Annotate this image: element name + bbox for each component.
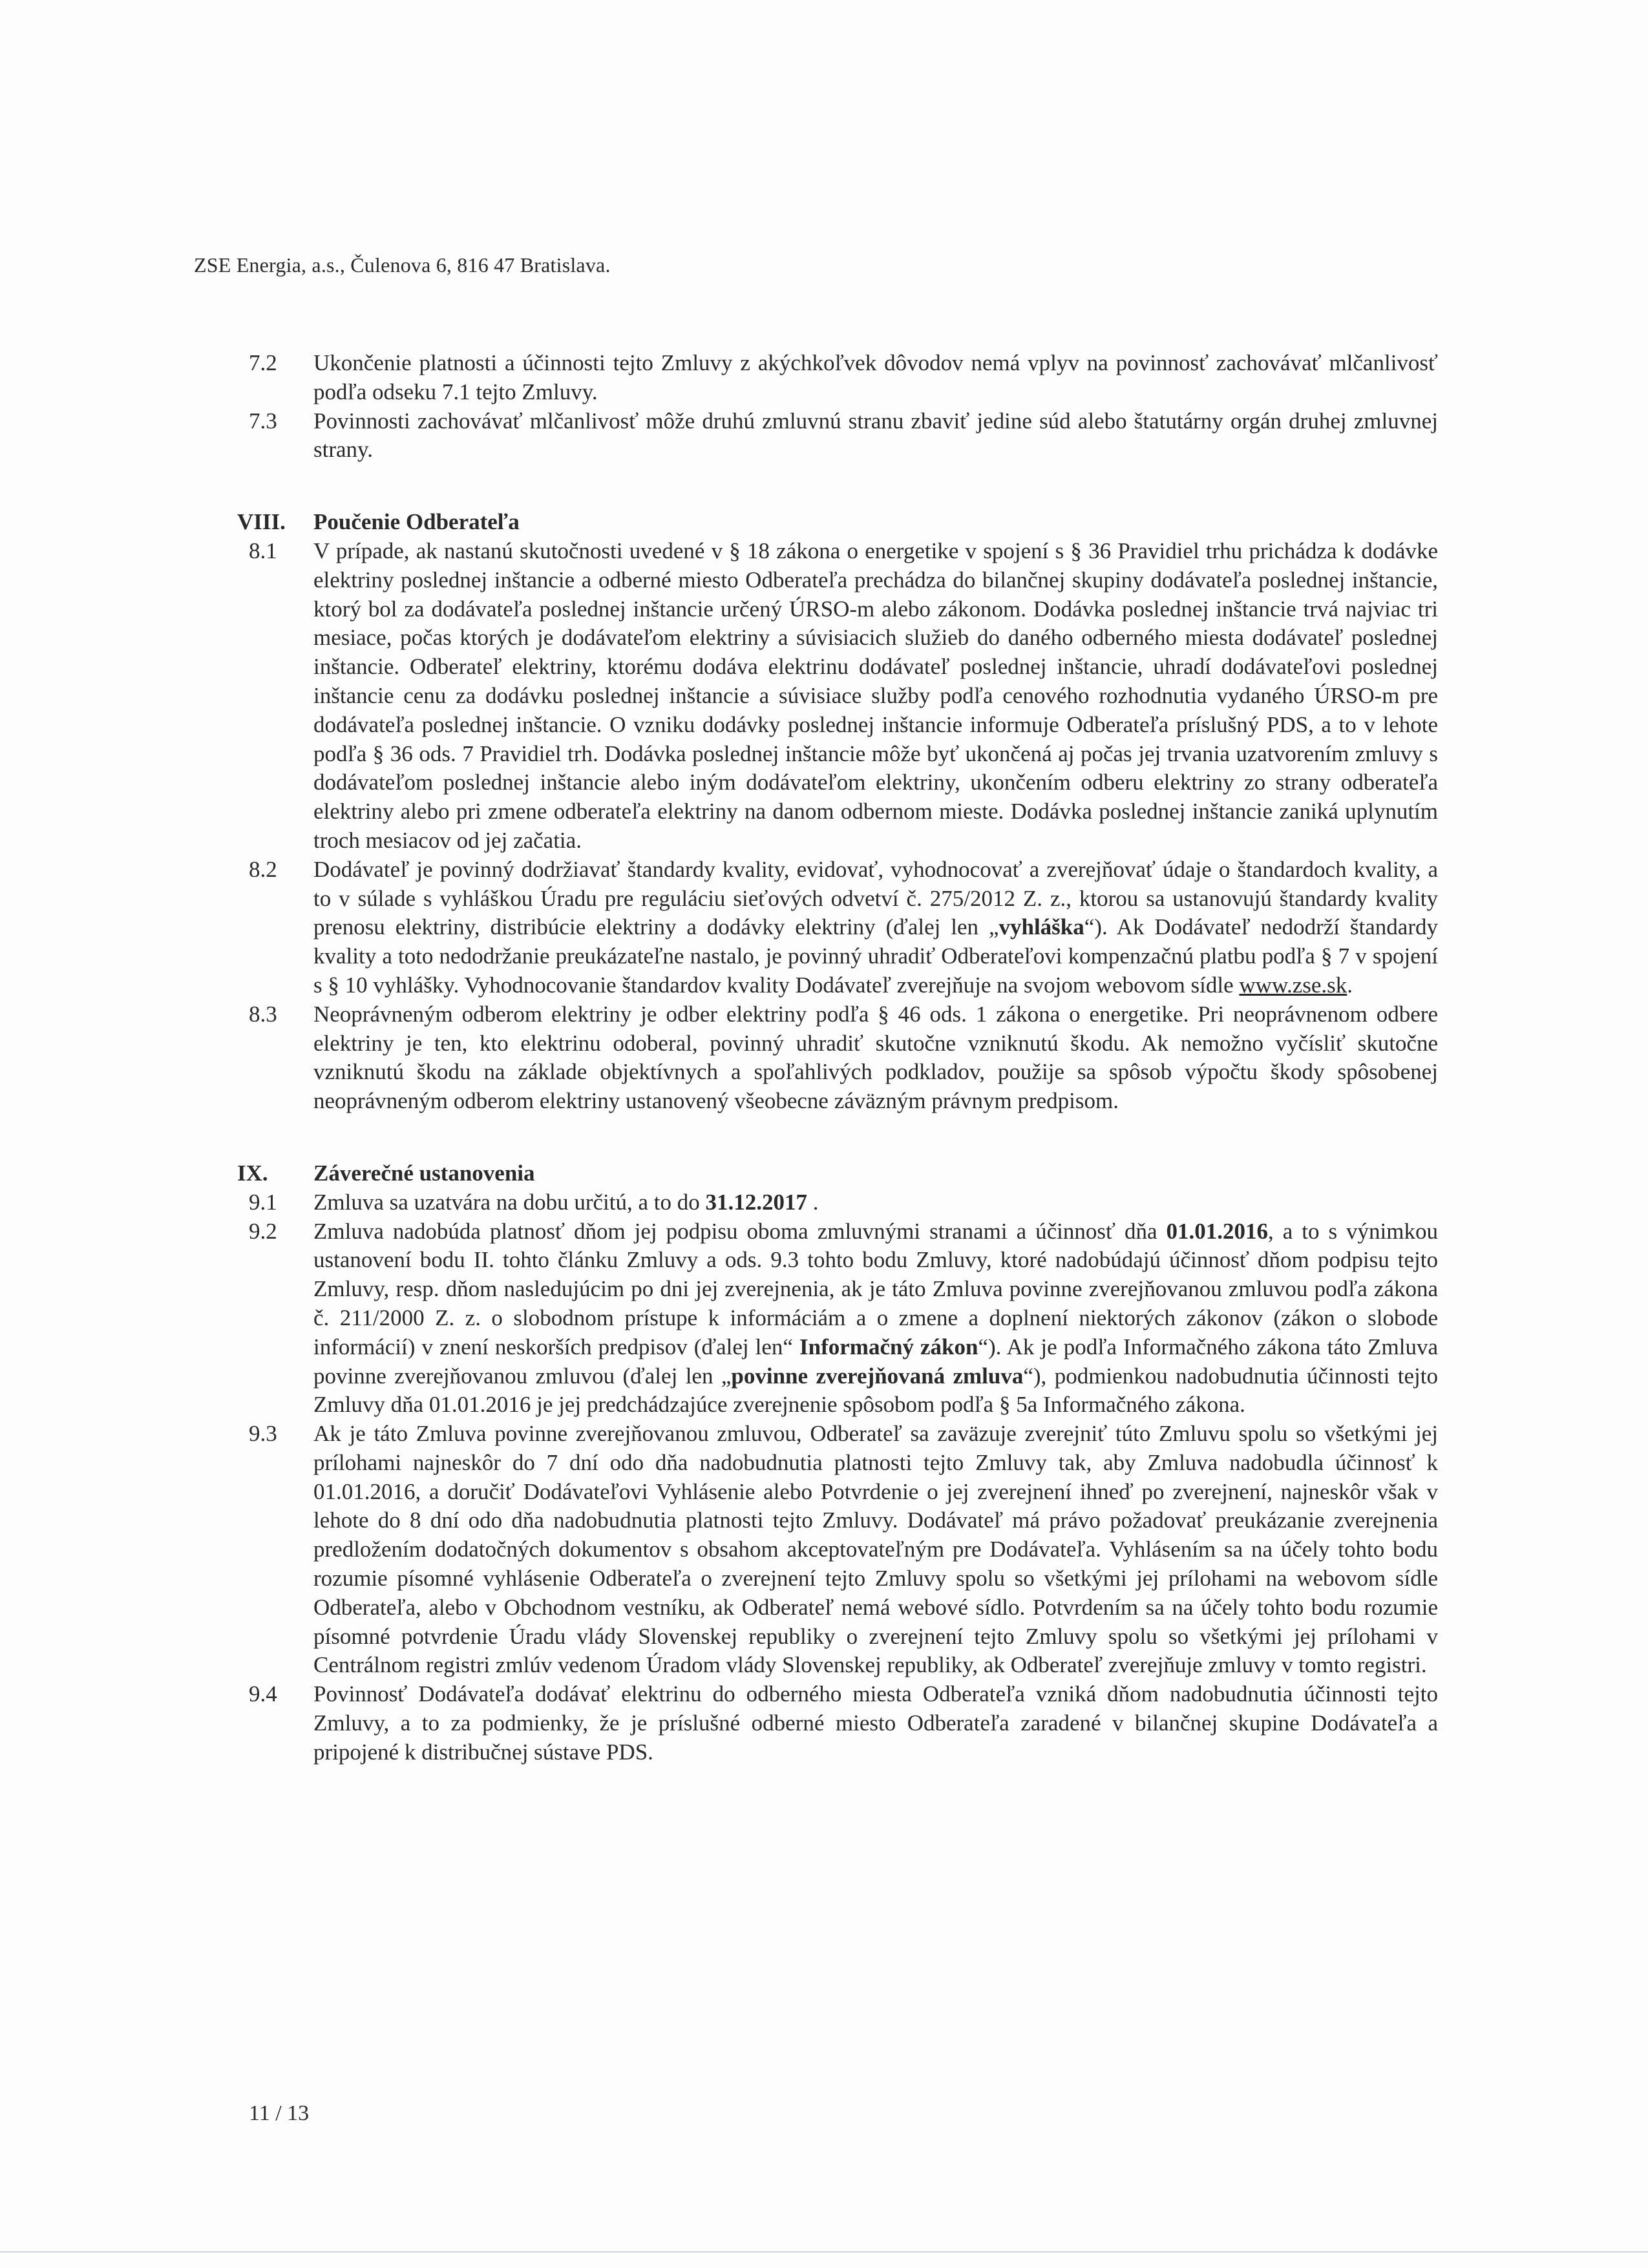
- website-link[interactable]: www.zse.sk: [1239, 972, 1347, 998]
- clause-text: .: [1347, 972, 1353, 998]
- clause-9-4: [249, 1680, 1438, 1767]
- contract-end-date: 31.12.2017: [705, 1189, 807, 1215]
- clause-number: 9.3: [249, 1421, 277, 1447]
- section-heading-viii: [237, 508, 1438, 537]
- clause-text: Ak je táto Zmluva povinne zverejňovanou zmluvou, Odberateľ sa zaväzuje zverejniť túto Zmluvu spolu so všetkými jej prílohami najneskôr do 7 dní odo dňa nadobudnutia platnosti tejto Zmluvy tak, aby Zmluva nadobudla účinnosť k 01.01.2016, a doručiť Dodávateľovi Vyhlásenie alebo Potvrdenie o jej zverejnení ihneď po zverejnení, najneskôr však v lehote do 8 dní odo dňa nadobudnutia platnosti tejto Zmluvy. Dodávateľ má právo požadovať preukázanie zverejnenia predložením dodatočných dokumentov s obsahom akceptovateľným pre Dodávateľa. Vyhlásením sa na účely tohto bodu rozumie písomné vyhlásenie Odberateľa o zverejnení tejto Zmluvy spolu so všetkými jej prílohami na webovom sídle Odberateľa, alebo v Obchodnom vestníku, ak Odberateľ nemá webové sídlo. Potvrdením sa na účely tohto bodu rozumie písomné potvrdenie Úradu vlády Slovenskej republiky o zverejnení tejto Zmluvy spolu so všetkými jej prílohami v Centrálnom registri zmlúv vedenom Úradom vlády Slovenskej republiky, ak Odberateľ zverejňuje zmluvy v tomto registri.: [313, 1421, 1438, 1678]
- clause-number: 8.3: [249, 1001, 277, 1027]
- section-title: Záverečné ustanovenia: [313, 1160, 535, 1186]
- clause-9-3: [249, 1420, 1438, 1680]
- clause-text: “), podmienkou nadobudnutia účinnosti tejto Zmluvy dňa 01.01.2016 je jej predchádzajúce zverejnenie spôsobom podľa § 5a Informačného zákona.: [313, 1363, 1438, 1418]
- section-heading-ix: [237, 1159, 1438, 1188]
- section-title: Poučenie Odberateľa: [313, 509, 520, 535]
- clause-9-2: [249, 1217, 1438, 1420]
- effective-date: 01.01.2016: [1166, 1218, 1268, 1244]
- clause-7-3: [249, 407, 1438, 465]
- company-header: ZSE Energia, a.s., Čulenova 6, 816 47 Bratislava.: [194, 253, 611, 277]
- page-number: 11 / 13: [249, 2101, 310, 2125]
- clause-number: 9.4: [249, 1681, 277, 1707]
- defined-term-informacny-zakon: Informačný zákon: [799, 1334, 978, 1360]
- document-body: [237, 349, 1439, 1767]
- clause-8-1: [249, 537, 1438, 856]
- clause-text: Povinnosť Dodávateľa dodávať elektrinu do odberného miesta Odberateľa vzniká dňom nadobudnutia účinnosti tejto Zmluvy, a to za podmienky, že je príslušné odberné miesto Odberateľa zaradené v bilančnej skupine Dodávateľa a pripojené k distribučnej sústave PDS.: [313, 1681, 1438, 1765]
- defined-term-povinne-zverejnovana-zmluva: povinne zverejňovaná zmluva: [731, 1363, 1024, 1389]
- clause-text: “). Ak Dodávateľ nedodrží štandardy kvality a toto nedodržanie preukázateľne nastalo, je povinný uhradiť Odberateľovi kompenzačnú platbu podľa § 7 v spojení s § 10 vyhlášky. Vyhodnocovanie štandardov kvality Dodávateľ zverejňuje na svojom webovom sídle: [313, 914, 1438, 998]
- clause-text: Dodávateľ je povinný dodržiavať štandardy kvality, evidovať, vyhodnocovať a zverejňovať údaje o štandardoch kvality, a to v súlade s vyhláškou Úradu pre reguláciu sieťových odvetví č. 275/2012 Z. z., ktorou sa ustanovujú štandardy kvality prenosu elektriny, distribúcie elektriny a dodávky elektriny (ďalej len „: [313, 856, 1438, 940]
- clause-text: Zmluva nadobúda platnosť dňom jej podpisu oboma zmluvnými stranami a účinnosť dňa: [313, 1218, 1167, 1244]
- clause-9-1: [249, 1188, 1438, 1217]
- section-number: IX.: [237, 1160, 268, 1186]
- clause-8-2: [249, 856, 1438, 1000]
- clause-text: , a to s výnimkou ustanovení bodu II. tohto článku Zmluvy a ods. 9.3 tohto bodu Zmluvy, ktoré nadobúdajú účinnosť dňom podpisu tejto Zmluvy, resp. dňom nasledujúcim po dni jej zverejnenia, ak je táto Zmluva povinne zverejňovanou zmluvou podľa zákona č. 211/2000 Z. z. o slobodnom prístupe k informáciám a o zmene a doplnení niektorých zákonov (zákon o slobode informácií) v znení neskorších predpisov (ďalej len“: [313, 1218, 1439, 1360]
- clause-text: Zmluva sa uzatvára na dobu určitú, a to do: [313, 1189, 706, 1215]
- clause-number: 8.1: [249, 538, 277, 563]
- clause-text: Ukončenie platnosti a účinnosti tejto Zmluvy z akýchkoľvek dôvodov nemá vplyv na povinnosť zachovávať mlčanlivosť podľa odseku 7.1 tejto Zmluvy.: [313, 350, 1438, 404]
- section-number: VIII.: [237, 509, 286, 535]
- clause-number: 7.2: [249, 350, 277, 375]
- defined-term-vyhlaska: vyhláška: [998, 914, 1084, 940]
- clause-text: .: [807, 1189, 819, 1215]
- clause-number: 9.2: [249, 1218, 277, 1244]
- clause-8-3: [249, 1000, 1438, 1116]
- clause-number: 7.3: [249, 408, 277, 434]
- clause-number: 9.1: [249, 1189, 277, 1215]
- clause-number: 8.2: [249, 856, 277, 882]
- scan-edge-divider: [0, 2251, 1648, 2252]
- clause-text: Povinnosti zachovávať mlčanlivosť môže druhú zmluvnú stranu zbaviť jedine súd alebo štatutárny orgán druhej zmluvnej strany.: [313, 408, 1438, 463]
- clause-text: “). Ak je podľa Informačného zákona táto Zmluva povinne zverejňovanou zmluvou (ďalej len „: [313, 1334, 1438, 1389]
- clause-7-2: [249, 349, 1438, 407]
- clause-text: Neoprávneným odberom elektriny je odber elektriny podľa § 46 ods. 1 zákona o energetike. Pri neoprávnenom odbere elektriny je ten, kto elektrinu odoberal, povinný uhradiť skutočne vzniknutú škodu. Ak nemožno vyčísliť skutočne vzniknutú škodu na základe objektívnych a spoľahlivých podkladov, použije sa spôsob výpočtu škody spôsobenej neoprávneným odberom elektriny ustanovený všeobecne záväzným právnym predpisom.: [313, 1001, 1438, 1114]
- clause-text: V prípade, ak nastanú skutočnosti uvedené v § 18 zákona o energetike v spojení s § 36 Pravidiel trhu prichádza k dodávke elektriny poslednej inštancie a odberné miesto Odberateľa prechádza do bilančnej skupiny dodávateľa poslednej inštancie, ktorý bol za dodávateľa poslednej inštancie určený ÚRSO-m alebo zákonom. Dodávka poslednej inštancie trvá najviac tri mesiace, počas ktorých je dodávateľom elektriny a súvisiacich služieb do daného odberného miesta dodávateľ poslednej inštancie. Odberateľ elektriny, ktorému dodáva elektrinu dodávateľ poslednej inštancie, uhradí dodávateľovi poslednej inštancie cenu za dodávku poslednej inštancie a súvisiace služby podľa cenového rozhodnutia vydaného ÚRSO-m pre dodávateľa poslednej inštancie. O vzniku dodávky poslednej inštancie informuje Odberateľa príslušný PDS, a to v lehote podľa § 36 ods. 7 Pravidiel trh. Dodávka poslednej inštancie môže byť ukončená aj počas jej trvania uzatvorením zmluvy s dodávateľom poslednej inštancie alebo iným dodávateľom elektriny, ukončením odberu elektriny zo strany odberateľa elektriny alebo pri zmene odberateľa elektriny na danom odbernom mieste. Dodávka poslednej inštancie zaniká uplynutím troch mesiacov od jej začatia.: [313, 538, 1438, 853]
